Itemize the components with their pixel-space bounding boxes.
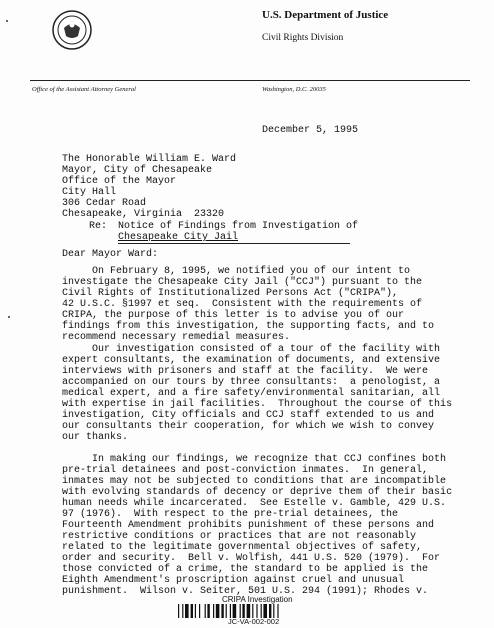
para3-line: Eighth Amendment's proscription against cruel and unusual — [62, 575, 405, 586]
recipient-line: 306 Cedar Road — [62, 198, 147, 209]
para2-line: our thanks. — [62, 432, 129, 443]
recipient-line: The Honorable William E. Ward — [62, 154, 237, 165]
re-line-2: Chesapeake City Jail — [118, 232, 239, 243]
letterhead-rule — [30, 80, 470, 81]
recipient-line: Mayor, City of Chesapeake — [62, 165, 213, 176]
para1-line: Civil Rights of Institutionalized Persons Act ("CRIPA"), — [62, 288, 399, 299]
office-line: Office of the Assistant Attorney General — [32, 86, 136, 93]
para2-line: expert consultants, the examination of documents, and extensive — [62, 355, 441, 366]
recipient-line: Chesapeake, Virginia 23320 — [62, 209, 225, 220]
para3-line: order and security. Bell v. Wolfish, 441 U.S. 520 (1979). For — [62, 553, 441, 564]
para2-line: our consultants their cooperation, for which we wish to convey — [62, 421, 435, 432]
para2-line: Our investigation consisted of a tour of the facility with — [62, 344, 441, 355]
letter-date: December 5, 1995 — [262, 125, 359, 136]
para2-line: medical expert, and a fire safety/environmental sanitarian, all — [62, 388, 441, 399]
re-line-1: Notice of Findings from Investigation of — [118, 221, 359, 232]
scan-speck — [8, 316, 10, 318]
para3-line: those convicted of a crime, the standard to be applied is the — [62, 564, 429, 575]
para3-line: restrictive conditions or practices that are not reasonably — [62, 531, 417, 542]
para3-line: human needs while incarcerated. See Estelle v. Gamble, 429 U.S. — [62, 498, 447, 509]
doj-seal-icon — [52, 10, 92, 50]
para3-line: In making our findings, we recognize that CCJ confines both — [62, 454, 447, 465]
recipient-line: Office of the Mayor — [62, 176, 177, 187]
barcode-icon — [178, 604, 316, 618]
para1-line: CRIPA, the purpose of this letter is to advise you of our — [62, 310, 405, 321]
re-label: Re: — [89, 221, 108, 232]
division-name: Civil Rights Division — [262, 33, 344, 43]
para1-line: 42 U.S.C. §1997 et seq. Consistent with the requirements of — [62, 299, 423, 310]
para3-line: inmates may not be subjected to conditions that are incompatible — [62, 476, 447, 487]
para2-line: accompanied on our tours by three consultants: a penologist, a — [62, 377, 441, 388]
para1-line: recommend necessary remedial measures. — [62, 332, 291, 343]
para2-line: interviews with prisoners and staff at the facility. We were — [62, 366, 429, 377]
para2-line: investigation, City officials and CCJ staff extended to us and — [62, 410, 435, 421]
recipient-line: City Hall — [62, 187, 117, 198]
para1-line: On February 8, 1995, we notified you of our intent to — [62, 266, 411, 277]
scan-speck — [6, 20, 8, 22]
re-underline — [118, 243, 350, 244]
department-name: U.S. Department of Justice — [262, 9, 389, 21]
barcode-bottom-label: JC-VA-002-002 — [228, 617, 280, 626]
para1-line: investigate the Chesapeake City Jail ("CCJ") pursuant to the — [62, 277, 423, 288]
para3-line: with evolving standards of decency or deprive them of their basic — [62, 487, 453, 498]
salutation: Dear Mayor Ward: — [62, 249, 159, 260]
para3-line: Fourteenth Amendment prohibits punishment of these persons and — [62, 520, 435, 531]
para3-line: 97 (1976). With respect to the pre-trial detainees, the — [62, 509, 399, 520]
barcode-top-label: CRIPA Investigation — [222, 595, 293, 604]
para2-line: with expertise in jail facilities. Throughout the course of this — [62, 399, 453, 410]
para1-line: findings from this investigation, the supporting facts, and to — [62, 321, 435, 332]
para3-line: related to the legitimate governmental objectives of safety, — [62, 542, 423, 553]
location-line: Washington, D.C. 20035 — [262, 86, 326, 93]
para3-line: pre-trial detainees and post-conviction inmates. In general, — [62, 465, 429, 476]
para3-line: punishment. Wilson v. Seiter, 501 U.S. 294 (1991); Rhodes v. — [62, 586, 429, 597]
